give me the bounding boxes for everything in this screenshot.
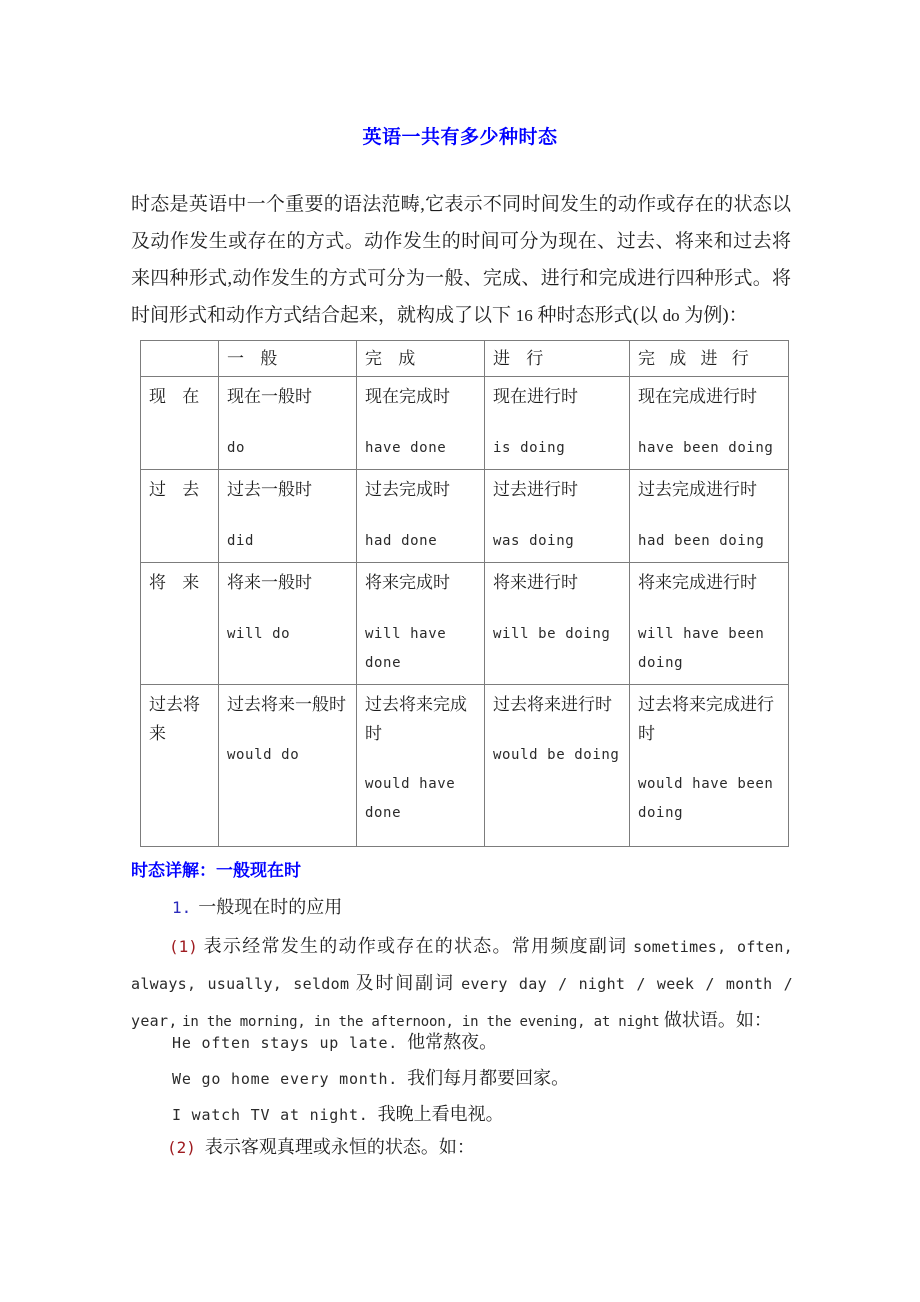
cell-cn-label: 过去将来一般时	[227, 695, 346, 714]
row-label-past-future: 过去将来	[141, 685, 219, 847]
cell-future-perfect-continuous	[630, 563, 789, 685]
cell-past-future-continuous	[485, 685, 630, 847]
point-1-paragraph	[131, 928, 793, 1040]
table-corner-cell	[141, 341, 219, 377]
example-1-english: He often stays up late.	[172, 1034, 399, 1052]
example-1-chinese: 他常熬夜。	[407, 1032, 498, 1052]
point-1-text-c: 做状语。如：	[659, 1010, 772, 1030]
cell-present-simple	[219, 377, 357, 470]
row-label-present: 现 在	[141, 377, 219, 470]
table-row	[141, 563, 789, 685]
table-row	[141, 685, 789, 847]
row-label-past: 过 去	[141, 470, 219, 563]
intro-tense-count: 16	[515, 306, 533, 325]
cell-cn-label: 将来一般时	[227, 573, 312, 592]
cell-past-perfect	[357, 470, 485, 563]
intro-text-part2: 种时态形式(以	[532, 305, 663, 326]
cell-past-perfect-continuous	[630, 470, 789, 563]
example-3-chinese: 我晚上看电视。	[377, 1104, 504, 1124]
cell-en-form: will have been doing	[638, 626, 765, 671]
cell-cn-label: 过去将来完成进行时	[638, 695, 774, 743]
cell-cn-label: 过去完成进行时	[638, 480, 757, 499]
cell-future-perfect	[357, 563, 485, 685]
cell-en-form: will do	[227, 626, 291, 642]
cell-en-form: do	[227, 440, 246, 456]
cell-en-form: would do	[227, 747, 300, 763]
example-2-english: We go home every month.	[172, 1070, 399, 1088]
cell-en-form: is doing	[493, 440, 566, 456]
point-1-frequency-adverbs: sometimes, often, always, usually, seldom	[131, 938, 794, 993]
cell-en-form: would have been doing	[638, 776, 774, 821]
cell-cn-label: 现在完成进行时	[638, 387, 757, 406]
cell-future-simple	[219, 563, 357, 685]
page-title: 英语一共有多少种时态	[362, 127, 558, 148]
table-header-continuous: 进 行	[485, 341, 630, 377]
table-header-simple: 一 般	[219, 341, 357, 377]
cell-cn-label: 将来完成时	[365, 573, 450, 592]
table-row	[141, 470, 789, 563]
cell-present-continuous	[485, 377, 630, 470]
example-3-english: I watch TV at night.	[172, 1106, 369, 1124]
example-sentence-1	[172, 1028, 497, 1054]
point-2-number: (2)	[167, 1138, 196, 1157]
point-1-time-adverbs-1: every day / night / week / month / year,	[131, 975, 794, 1030]
cell-past-continuous	[485, 470, 630, 563]
cell-en-form: was doing	[493, 533, 575, 549]
table-header-perfect: 完 成	[357, 341, 485, 377]
cell-cn-label: 过去将来进行时	[493, 695, 612, 714]
cell-en-form: had been doing	[638, 533, 765, 549]
cell-en-form: had done	[365, 533, 438, 549]
section-heading: 时态详解：一般现在时	[131, 861, 301, 880]
point-1-time-adverbs-2: in the morning, in the afternoon, in the evening, at night	[182, 1014, 660, 1030]
cell-en-form: have done	[365, 440, 447, 456]
cell-cn-label: 将来完成进行时	[638, 573, 757, 592]
list-item-1	[172, 893, 342, 919]
cell-future-continuous	[485, 563, 630, 685]
cell-past-simple	[219, 470, 357, 563]
cell-present-perfect-continuous	[630, 377, 789, 470]
cell-cn-label: 过去进行时	[493, 480, 578, 499]
cell-en-form: did	[227, 533, 255, 549]
intro-text-part1: 时态是英语中一个重要的语法范畴,它表示不同时间发生的动作或存在的状态以及动作发生或存在的方式。动作发生的时间可分为现在、过去、将来和过去将来四种形式,动作发生的方式可分为一般、完成、进行和完成进行四种形式。将时间形式和动作方式结合起来，就构成了以下	[131, 194, 791, 326]
point-1-number: (1)	[169, 937, 198, 956]
cell-past-future-simple	[219, 685, 357, 847]
cell-past-future-perfect-continuous	[630, 685, 789, 847]
tense-matrix-table	[140, 340, 789, 847]
list-item-1-number: 1.	[172, 898, 192, 917]
cell-cn-label: 过去完成时	[365, 480, 450, 499]
point-1-text-b: 及时间副词	[349, 973, 462, 993]
cell-en-form: would be doing	[493, 747, 620, 763]
point-2-paragraph	[167, 1133, 475, 1159]
cell-cn-label: 现在进行时	[493, 387, 578, 406]
intro-text-part3: 为例)：	[679, 305, 748, 326]
point-2-text: 表示客观真理或永恒的状态。如：	[204, 1137, 475, 1157]
cell-cn-label: 过去一般时	[227, 480, 312, 499]
cell-cn-label: 现在完成时	[365, 387, 450, 406]
intro-paragraph	[131, 186, 791, 334]
example-sentence-3	[172, 1100, 504, 1126]
table-header-perfect-continuous: 完 成 进 行	[630, 341, 789, 377]
row-label-future: 将 来	[141, 563, 219, 685]
point-1-text-a: 表示经常发生的动作或存在的状态。常用频度副词	[203, 936, 634, 956]
cell-en-form: have been doing	[638, 440, 774, 456]
table-header-row	[141, 341, 789, 377]
cell-present-perfect	[357, 377, 485, 470]
cell-past-future-perfect	[357, 685, 485, 847]
cell-en-form: will be doing	[493, 626, 611, 642]
list-item-1-text: 一般现在时的应用	[198, 897, 343, 917]
table-row	[141, 377, 789, 470]
example-sentence-2	[172, 1064, 569, 1090]
cell-cn-label: 现在一般时	[227, 387, 312, 406]
cell-cn-label: 将来进行时	[493, 573, 578, 592]
cell-en-form: will have done	[365, 626, 447, 671]
intro-example-verb: do	[662, 306, 680, 325]
cell-cn-label: 过去将来完成时	[365, 695, 467, 743]
cell-en-form: would have done	[365, 776, 456, 821]
example-2-chinese: 我们每月都要回家。	[407, 1068, 570, 1088]
